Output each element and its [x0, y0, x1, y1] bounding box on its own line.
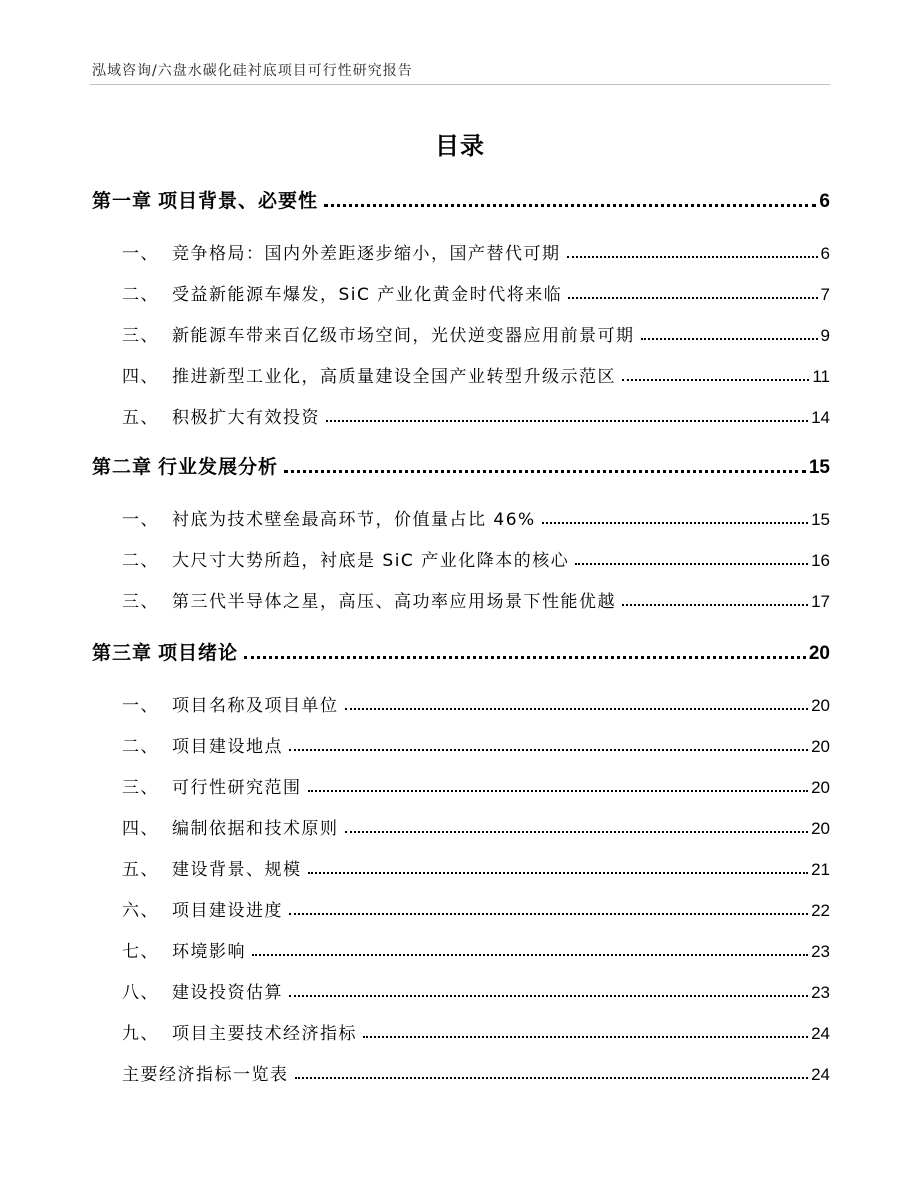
toc-dot-leader: [244, 656, 806, 659]
toc-dot-leader: [308, 872, 809, 874]
toc-entry-label: 衬底为技术壁垒最高环节，价值量占比 46%: [172, 510, 536, 530]
toc-section-3-7[interactable]: [122, 937, 830, 962]
toc-dot-leader: [295, 1077, 809, 1079]
toc-entry-label: 积极扩大有效投资: [172, 408, 320, 428]
toc-entry-page: 15: [811, 510, 830, 529]
toc-chapter-2[interactable]: [92, 452, 830, 479]
toc-dot-leader: [622, 604, 808, 606]
toc-entry-number: 六、: [122, 901, 159, 921]
toc-section-3-1[interactable]: [122, 691, 830, 716]
toc-section-2-2[interactable]: [122, 546, 830, 571]
toc-entry-page: 16: [811, 551, 830, 570]
toc-entry-number: 三、: [122, 778, 159, 798]
toc-section-3-4[interactable]: [122, 814, 830, 839]
toc-entry-number: 三、: [122, 592, 159, 612]
toc-entry-number: 五、: [122, 860, 159, 880]
toc-section-3-5[interactable]: [122, 855, 830, 880]
toc-entry-page: 20: [811, 778, 830, 797]
toc-entry-label: 项目建设进度: [172, 901, 283, 921]
toc-section-1-1[interactable]: [122, 239, 830, 264]
toc-entry-page: 9: [820, 326, 830, 345]
toc-section-1-2[interactable]: [122, 280, 830, 305]
toc-entry-number: 三、: [122, 326, 159, 346]
toc-entry-page: 24: [811, 1065, 830, 1084]
toc-entry-page: 14: [811, 408, 830, 427]
toc-section-2-1[interactable]: [122, 505, 830, 530]
toc-dot-leader: [345, 831, 809, 833]
toc-section-3-2[interactable]: [122, 732, 830, 757]
toc-title: 目录: [435, 132, 485, 160]
toc-table-entry[interactable]: [122, 1060, 830, 1085]
toc-entry-label: 建设背景、规模: [172, 860, 302, 880]
toc-entry-label: 受益新能源车爆发，SiC 产业化黄金时代将来临: [172, 285, 563, 305]
toc-entry-number: 二、: [122, 737, 159, 757]
toc-section-3-8[interactable]: [122, 978, 830, 1003]
toc-entry-label: 项目背景、必要性: [158, 190, 319, 212]
toc-dot-leader: [567, 256, 818, 258]
toc-dot-leader: [622, 379, 809, 381]
toc-entry-number: 一、: [122, 510, 159, 530]
toc-entry-number: 二、: [122, 551, 159, 571]
toc-dot-leader: [641, 338, 818, 340]
toc-entry-label: 编制依据和技术原则: [172, 819, 339, 839]
toc-entry-page: 6: [820, 244, 830, 263]
toc-entry-page: 24: [811, 1024, 830, 1043]
toc-entry-number: 一、: [122, 696, 159, 716]
toc-entry-page: 11: [812, 367, 830, 386]
toc-entry-label: 建设投资估算: [172, 983, 283, 1003]
toc-entry-number: 四、: [122, 367, 159, 387]
toc-section-3-6[interactable]: [122, 896, 830, 921]
toc-dot-leader: [289, 995, 808, 997]
toc-entry-page: 7: [820, 285, 830, 304]
toc-entry-page: 21: [811, 860, 830, 879]
toc-entry-page: 17: [811, 592, 830, 611]
toc-entry-number: 四、: [122, 819, 159, 839]
toc-section-2-3[interactable]: [122, 587, 830, 612]
toc-dot-leader: [324, 204, 816, 207]
toc-chapter-3[interactable]: [92, 638, 830, 665]
toc-section-1-4[interactable]: [122, 362, 830, 387]
toc-entry-label: 项目绪论: [158, 642, 239, 664]
toc-dot-leader: [345, 708, 809, 710]
running-header: 泓域咨询/六盘水碳化硅衬底项目可行性研究报告: [92, 63, 413, 79]
toc-dot-leader: [289, 749, 808, 751]
toc-entry-label: 项目建设地点: [172, 737, 283, 757]
toc-dot-leader: [289, 913, 808, 915]
toc-entry-number: 一、: [122, 244, 159, 264]
toc-entry-label: 大尺寸大势所趋，衬底是 SiC 产业化降本的核心: [172, 551, 570, 571]
header-rule: [90, 84, 830, 85]
toc-entry-label: 第三代半导体之星，高压、高功率应用场景下性能优越: [172, 592, 616, 612]
toc-entry-label: 可行性研究范围: [172, 778, 302, 798]
toc-entry-label: 项目主要技术经济指标: [172, 1024, 357, 1044]
toc-entry-number: 九、: [122, 1024, 159, 1044]
toc-entry-number: 第三章: [92, 642, 153, 664]
toc-dot-leader: [308, 790, 809, 792]
toc-entry-number: 二、: [122, 285, 159, 305]
toc-entry-page: 15: [808, 457, 830, 478]
toc-entry-page: 23: [811, 983, 830, 1002]
toc-entry-label: 主要经济指标一览表: [122, 1065, 289, 1085]
toc-dot-leader: [568, 297, 817, 299]
toc-section-3-3[interactable]: [122, 773, 830, 798]
toc-entry-number: 五、: [122, 408, 159, 428]
toc-entry-label: 环境影响: [172, 942, 246, 962]
toc-dot-leader: [575, 563, 808, 565]
toc-entry-page: 23: [811, 942, 830, 961]
toc-dot-leader: [252, 954, 808, 956]
toc-entry-page: 22: [811, 901, 830, 920]
toc-dot-leader: [284, 470, 806, 473]
toc-section-3-9[interactable]: [122, 1019, 830, 1044]
toc-entry-number: 七、: [122, 942, 159, 962]
toc-entry-page: 20: [811, 737, 830, 756]
toc-entry-label: 推进新型工业化，高质量建设全国产业转型升级示范区: [172, 367, 616, 387]
toc-entry-number: 第二章: [92, 456, 153, 478]
toc-dot-leader: [326, 420, 808, 422]
toc-entry-number: 八、: [122, 983, 159, 1003]
toc-entry-label: 项目名称及项目单位: [172, 696, 339, 716]
toc-entry-label: 竞争格局：国内外差距逐步缩小，国产替代可期: [172, 244, 561, 264]
toc-entry-page: 6: [819, 191, 830, 212]
toc-chapter-1[interactable]: [92, 186, 830, 213]
toc-entry-label: 新能源车带来百亿级市场空间，光伏逆变器应用前景可期: [172, 326, 635, 346]
toc-entry-page: 20: [811, 819, 830, 838]
toc-entry-number: 第一章: [92, 190, 153, 212]
toc-entry-label: 行业发展分析: [158, 456, 279, 478]
toc-entry-page: 20: [808, 643, 830, 664]
toc-section-1-3[interactable]: [122, 321, 830, 346]
toc-dot-leader: [542, 522, 808, 524]
toc-entry-page: 20: [811, 696, 830, 715]
toc-dot-leader: [363, 1036, 808, 1038]
toc-section-1-5[interactable]: [122, 403, 830, 428]
